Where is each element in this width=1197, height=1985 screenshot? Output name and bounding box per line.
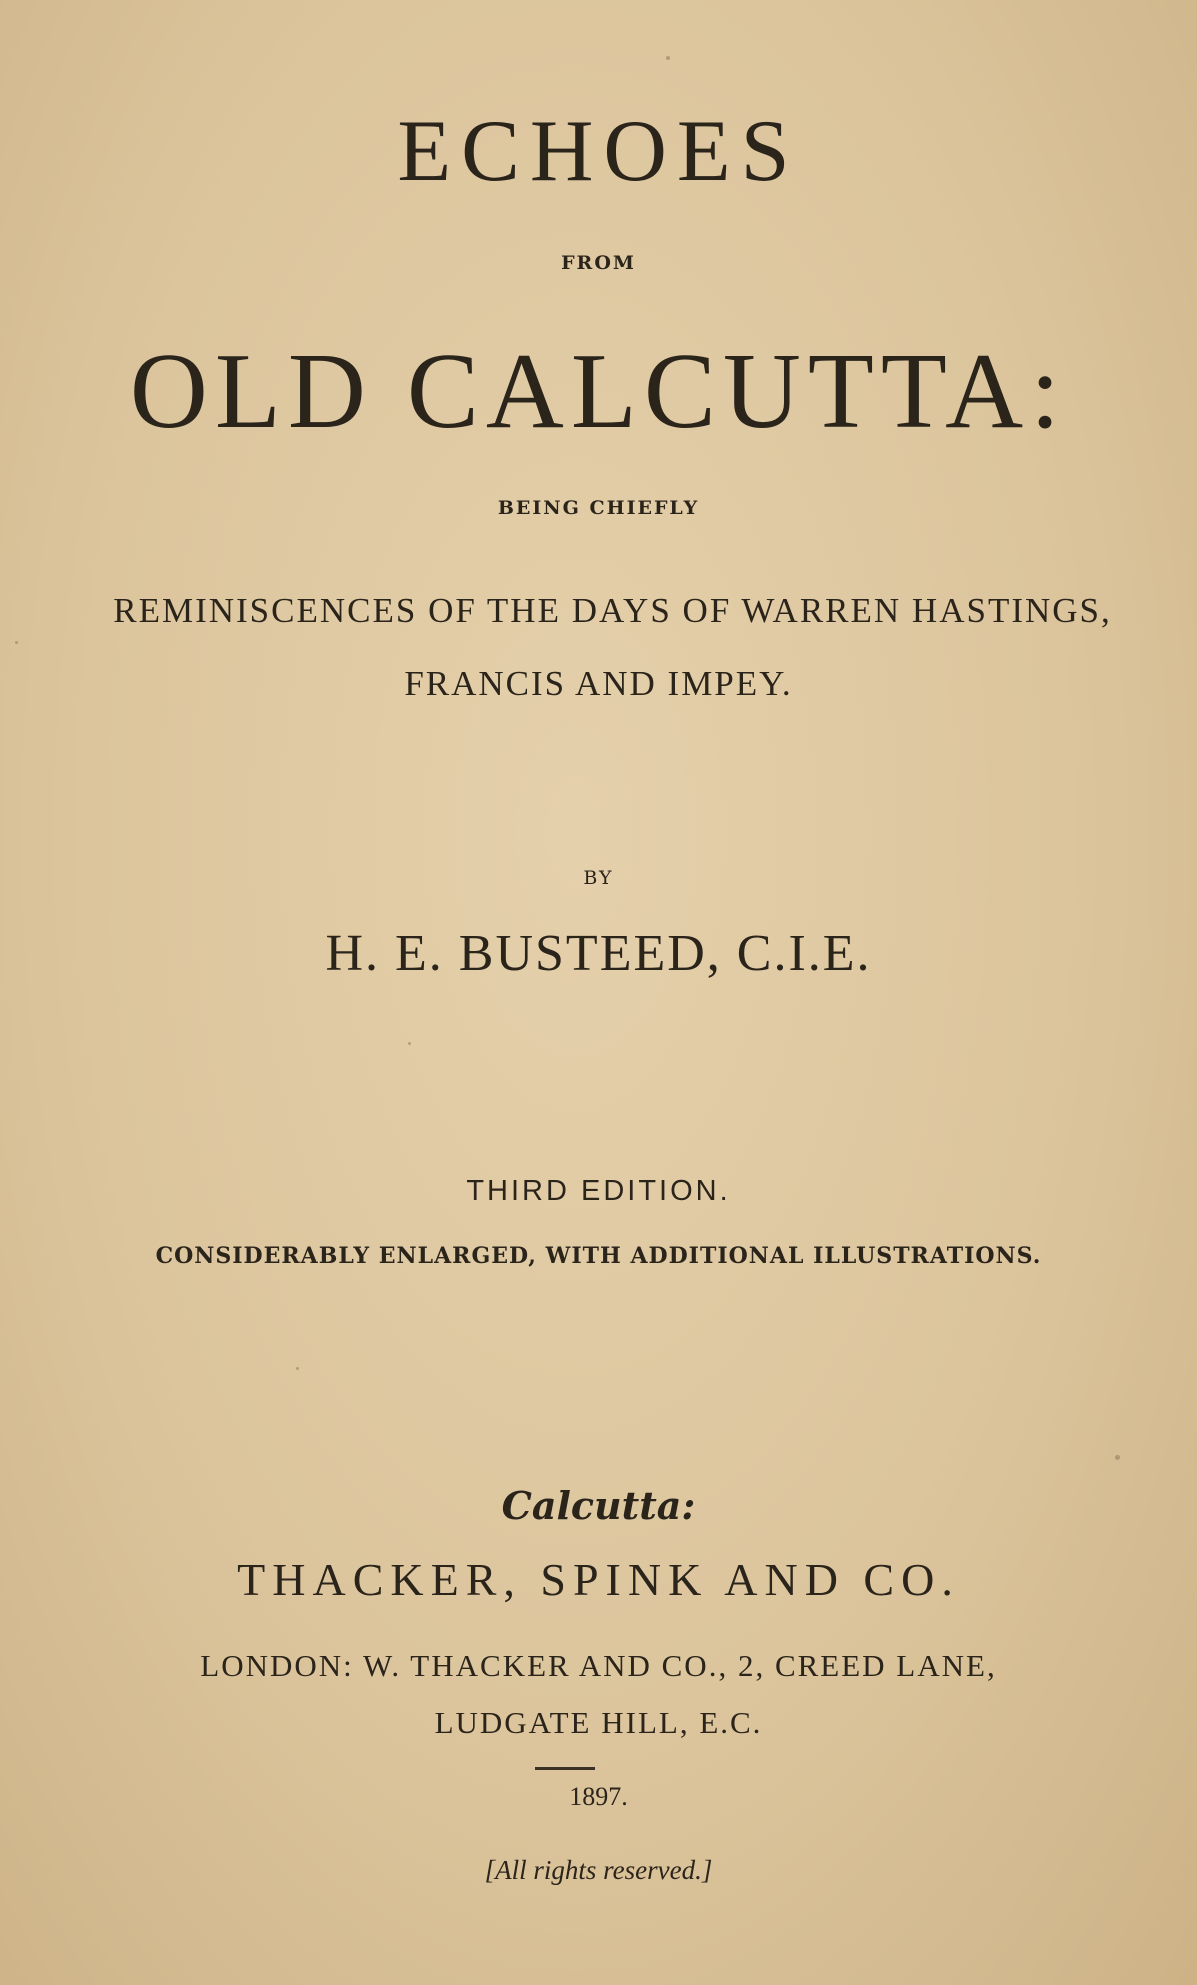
publisher-name: THACKER, SPINK AND CO. [237, 1554, 960, 1605]
divider-rule [535, 1767, 595, 1770]
book-title: ECHOES [397, 103, 800, 200]
paper-speck [296, 1367, 299, 1370]
edition-label: THIRD EDITION. [466, 1175, 731, 1207]
london-address-line-2: LUDGATE HILL, E.C. [434, 1705, 763, 1740]
book-subtitle: OLD CALCUTTA: [129, 332, 1068, 451]
rights-notice: [All rights reserved.] [484, 1855, 713, 1885]
author-name: H. E. BUSTEED, C.I.E. [325, 925, 872, 982]
paper-speck [666, 56, 670, 60]
paper-speck [1115, 1455, 1120, 1460]
paper-speck [15, 641, 18, 644]
descriptor-line: BEING CHIEFLY [497, 497, 700, 519]
paper-speck [408, 1042, 411, 1045]
publication-year: 1897. [569, 1782, 628, 1811]
description-line-2: FRANCIS AND IMPEY. [404, 664, 793, 703]
edition-note: CONSIDERABLY ENLARGED, WITH ADDITIONAL ILLUSTRATIONS. [155, 1243, 1042, 1269]
description-line-1: REMINISCENCES OF THE DAYS OF WARREN HASTINGS, [113, 591, 1112, 630]
london-address-line-1: LONDON: W. THACKER AND CO., 2, CREED LANE, [200, 1648, 997, 1683]
publication-city: Calcutta: [501, 1483, 696, 1528]
by-line: BY [583, 867, 614, 889]
title-connector: FROM [561, 252, 636, 274]
